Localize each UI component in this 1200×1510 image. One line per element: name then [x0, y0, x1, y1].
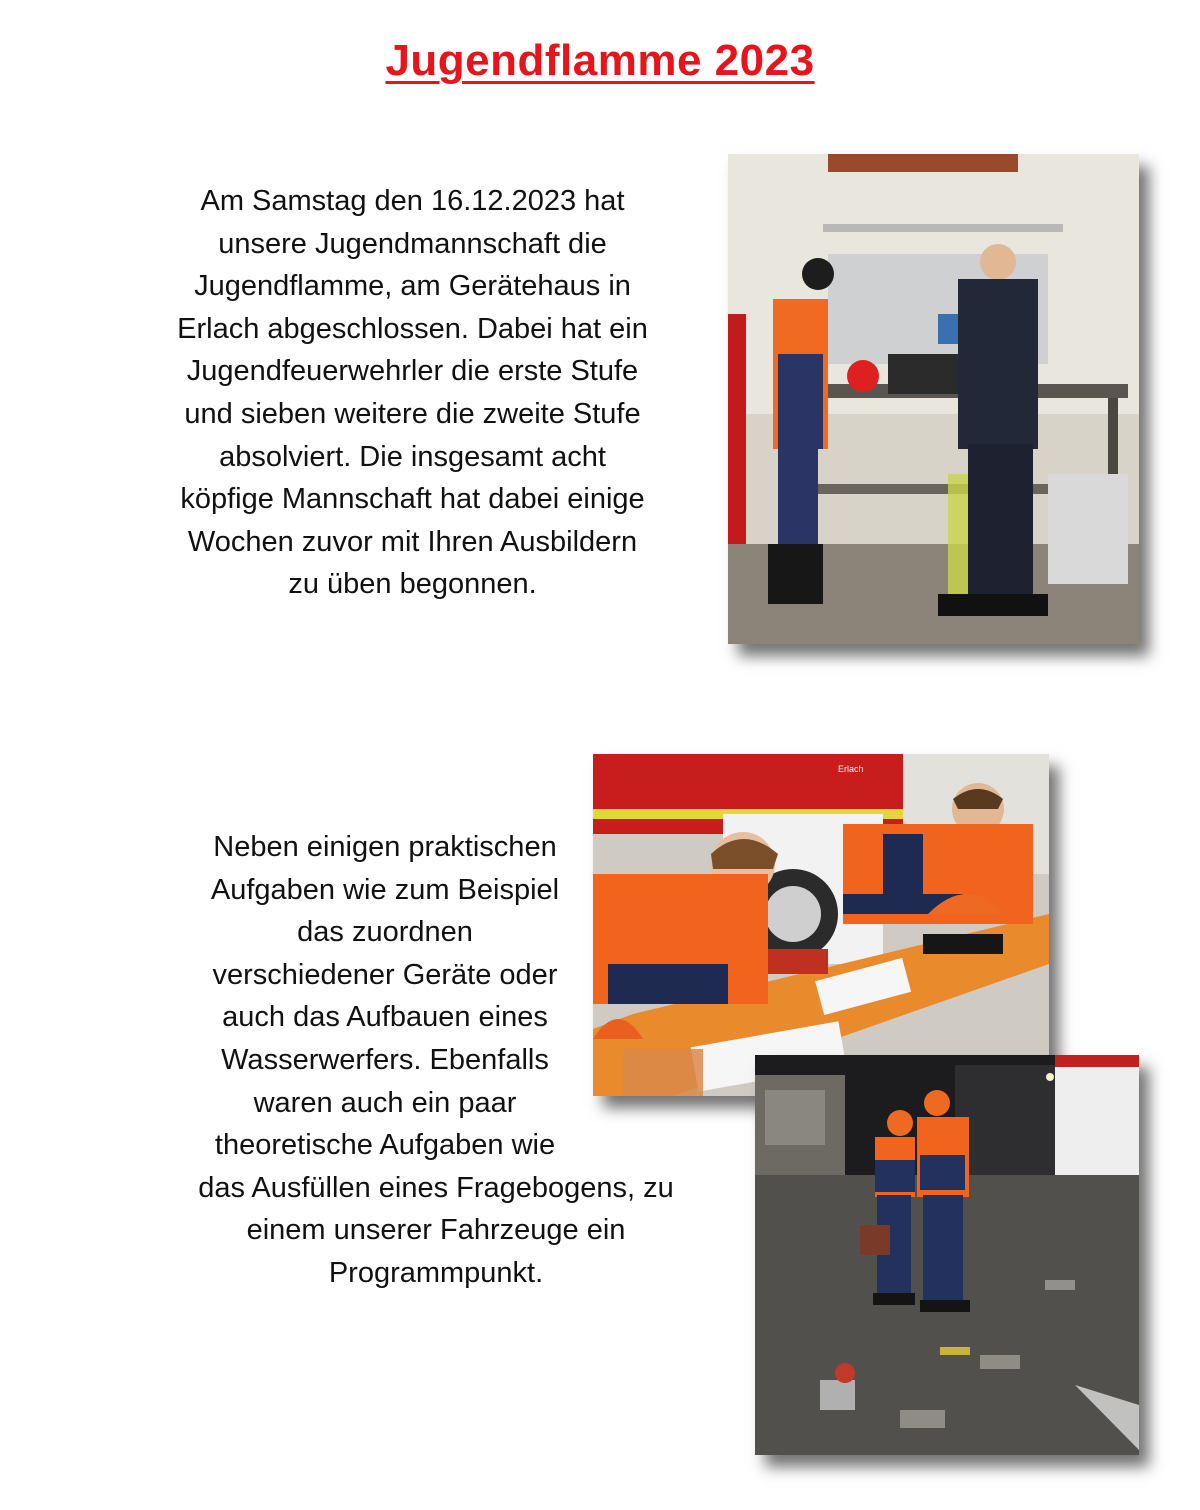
activities-line: einem unserer Fahrzeuge ein: [246, 1214, 626, 1247]
night-practice-photo: [755, 1055, 1139, 1455]
activities-line: das zuordnen: [297, 916, 473, 949]
intro-line: unsere Jugendmannschaft die: [218, 227, 607, 260]
intro-line: zu üben begonnen.: [288, 568, 537, 601]
intro-line: Am Samstag den 16.12.2023 hat: [200, 185, 625, 217]
intro-line: Jugendfeuerwehrler die erste Stufe: [186, 355, 639, 388]
activities-line: das Ausfüllen eines Fragebogens, zu: [198, 1171, 674, 1204]
page-title: Jugendflamme 2023: [385, 36, 815, 85]
activities-line: Aufgaben wie zum Beispiel: [210, 873, 560, 906]
activities-line: waren auch ein paar: [253, 1086, 517, 1119]
activities-line: Programmpunkt.: [328, 1256, 544, 1289]
activities-line: verschiedener Geräte oder: [212, 958, 558, 991]
intro-paragraph: [135, 180, 690, 606]
activities-line: auch das Aufbauen eines: [222, 1001, 548, 1034]
intro-line: und sieben weitere die zweite Stufe: [184, 397, 641, 430]
activities-line: Neben einigen praktischen: [213, 831, 557, 863]
intro-line: Jugendflamme, am Gerätehaus in: [194, 270, 631, 303]
truck-label: Erlach: [838, 764, 864, 774]
intro-line: Wochen zuvor mit Ihren Ausbildern: [187, 525, 638, 558]
intro-line: köpfige Mannschaft hat dabei einige: [180, 483, 645, 516]
written-test-photo: [593, 754, 1049, 1096]
activities-line: theoretische Aufgaben wie: [214, 1129, 556, 1162]
workshop-photo: [728, 154, 1139, 644]
intro-line: Erlach abgeschlossen. Dabei hat ein: [177, 312, 648, 345]
activities-line: Wasserwerfers. Ebenfalls: [221, 1043, 549, 1076]
intro-line: absolviert. Die insgesamt acht: [219, 440, 606, 473]
